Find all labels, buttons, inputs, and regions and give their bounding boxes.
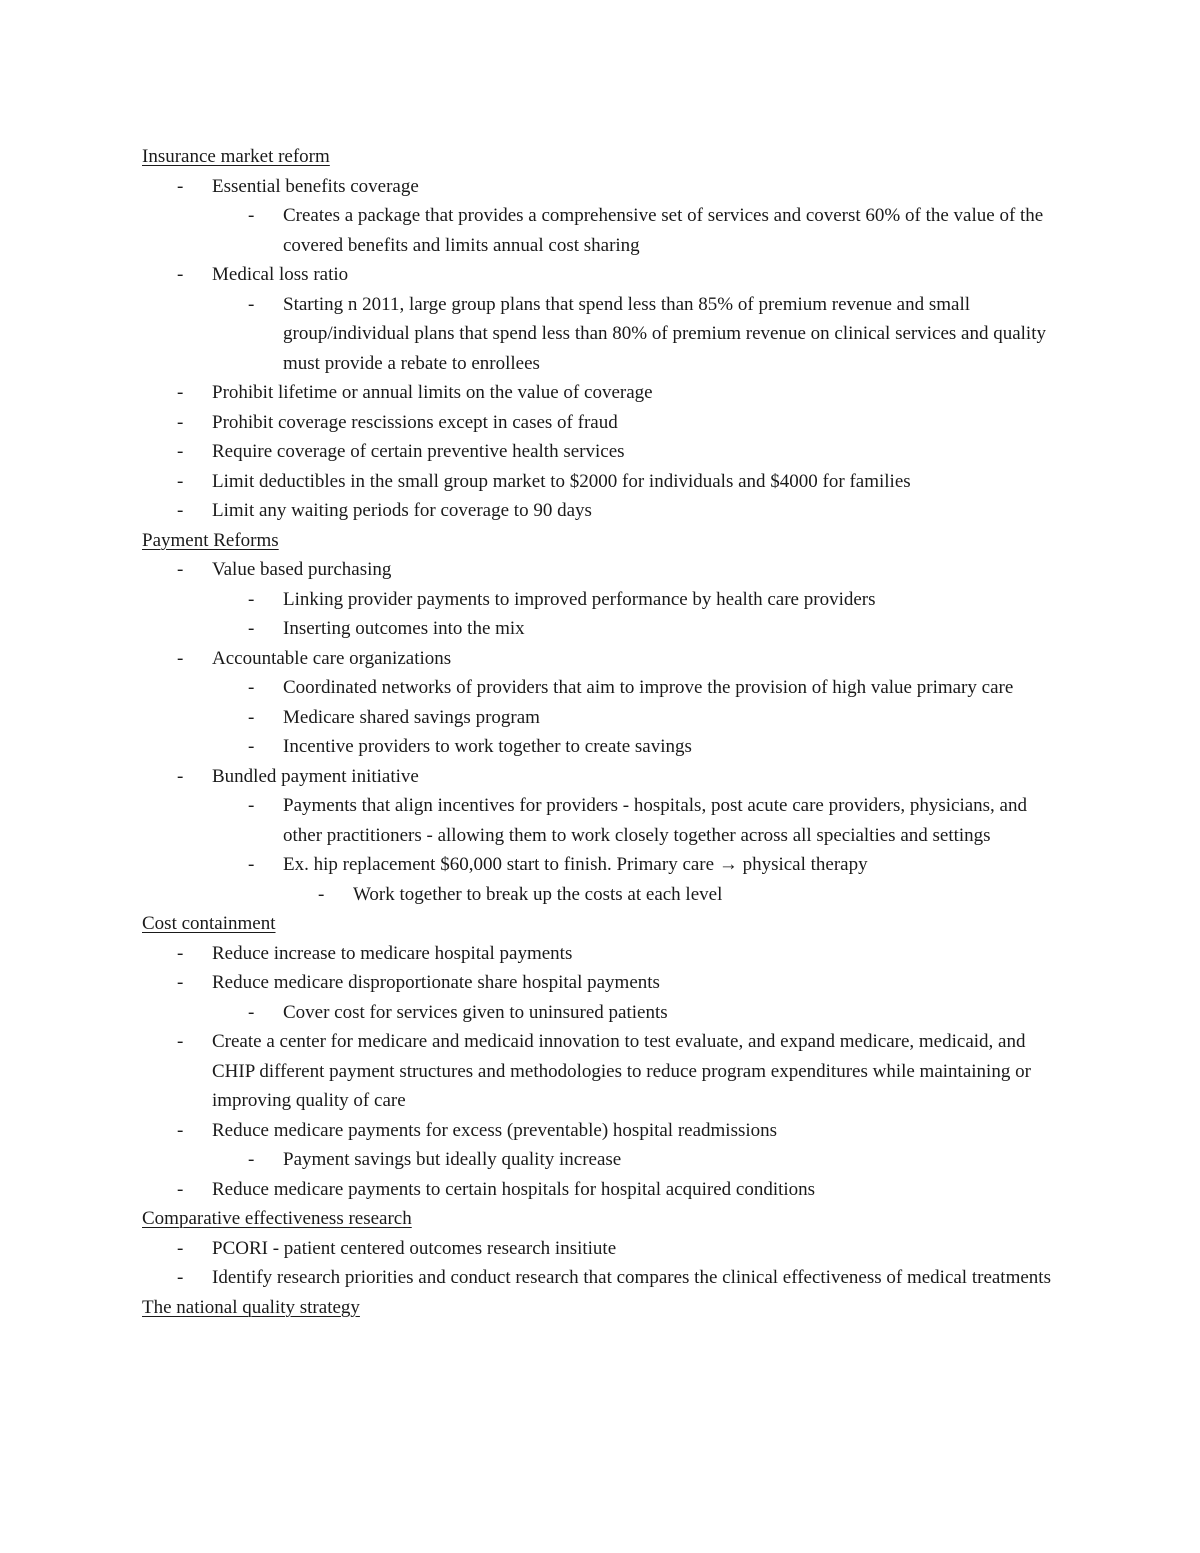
dash-bullet-icon: - (248, 854, 255, 875)
dash-bullet-icon: - (177, 175, 184, 197)
bullet-text: Linking provider payments to improved performance by health care providers (283, 588, 876, 610)
bullet-text: Reduce medicare payments to certain hospitals for hospital acquired conditions (212, 1178, 816, 1200)
dash-bullet-icon: - (248, 1001, 255, 1023)
section-heading: Payment Reforms (142, 529, 279, 551)
bullet-item (142, 1027, 1062, 1116)
bullet-text: Medical loss ratio (212, 264, 349, 285)
bullet-item (142, 703, 1063, 733)
bullet-item (142, 467, 1062, 497)
bullet-text: Reduce medicare payments for excess (preventable) hospital readmissions (212, 1119, 778, 1141)
dash-bullet-icon: - (177, 1031, 184, 1052)
bullet-text: Identify research priorities and conduct research that compares the clinical effectiveness of medical treatments (212, 1267, 1051, 1288)
dash-bullet-icon: - (177, 972, 184, 993)
section-heading: Cost containment (142, 913, 276, 934)
section-heading: The national quality strategy (142, 1296, 360, 1318)
bullet-item (142, 437, 1062, 467)
dash-bullet-icon: - (177, 264, 184, 285)
bullet-item (142, 201, 1063, 260)
bullet-text: Reduce medicare disproportionate share hospital payments (212, 972, 660, 993)
dash-bullet-icon: - (248, 205, 255, 226)
bullet-text: PCORI - patient centered outcomes research insitiute (212, 1237, 617, 1259)
bullet-item (142, 555, 1062, 585)
bullet-text: Inserting outcomes into the mix (283, 618, 525, 639)
dash-bullet-icon: - (177, 765, 184, 787)
section-heading: Comparative effectiveness research (142, 1208, 412, 1229)
bullet-item (142, 378, 1062, 408)
bullet-text: Accountable care organizations (212, 647, 452, 669)
bullet-text: Ex. hip replacement $60,000 start to finish. Primary care → physical therapy (283, 854, 868, 875)
bullet-text: Payment savings but ideally quality increase (283, 1149, 622, 1170)
bullet-item (142, 673, 1063, 703)
bullet-item (142, 732, 1063, 762)
bullet-text: Create a center for medicare and medicaid innovation to test evaluate, and expand medicare, medicaid, and CHIP different payment structures and methodologies to reduce program expenditures while maintaining or improving quality of care (212, 1031, 1031, 1111)
bullet-text: Limit deductibles in the small group market to $2000 for individuals and $4000 for families (212, 470, 911, 492)
bullet-text: Require coverage of certain preventive health services (212, 441, 625, 462)
bullet-item (142, 408, 1062, 438)
dash-bullet-icon: - (177, 470, 184, 492)
dash-bullet-icon: - (248, 618, 255, 639)
bullet-text: Bundled payment initiative (212, 765, 419, 787)
bullet-item (142, 998, 1063, 1028)
dash-bullet-icon: - (177, 559, 184, 580)
dash-bullet-icon: - (248, 588, 255, 610)
bullet-text: Creates a package that provides a comprehensive set of services and coverst 60% of the value of the covered benefits and limits annual cost sharing (283, 205, 1044, 256)
bullet-text: Medicare shared savings program (283, 706, 540, 728)
bullet-text: Coordinated networks of providers that aim to improve the provision of high value primary care (283, 677, 1014, 698)
bullet-item (142, 968, 1062, 998)
dash-bullet-icon: - (177, 411, 184, 433)
bullet-item (142, 496, 1062, 526)
bullet-text: Payments that align incentives for providers - hospitals, post acute care providers, physicians, and other practitioners - allowing them to work closely together across all specialties and settings (283, 795, 1027, 846)
dash-bullet-icon: - (248, 1149, 255, 1170)
bullet-item (142, 260, 1062, 290)
bullet-text: Reduce increase to medicare hospital payments (212, 942, 573, 964)
section-heading: Insurance market reform (142, 146, 330, 167)
bullet-item (142, 791, 1063, 850)
bullet-item (142, 1175, 1062, 1205)
bullet-text: Starting n 2011, large group plans that spend less than 85% of premium revenue and small group/individual plans that spend less than 80% of premium revenue on clinical services and quality must provide a rebate to enrollees (283, 293, 1046, 374)
bullet-text: Work together to break up the costs at each level (353, 883, 723, 905)
dash-bullet-icon: - (177, 942, 184, 964)
dash-bullet-icon: - (248, 293, 255, 315)
bullet-item (142, 614, 1063, 644)
dash-bullet-icon: - (318, 883, 325, 905)
bullet-item (142, 1263, 1062, 1293)
bullet-text: Value based purchasing (212, 559, 392, 580)
dash-bullet-icon: - (248, 736, 255, 757)
bullet-text: Prohibit coverage rescissions except in cases of fraud (212, 411, 618, 433)
bullet-item (142, 762, 1062, 792)
dash-bullet-icon: - (177, 441, 184, 462)
dash-bullet-icon: - (177, 382, 184, 403)
notes-content (142, 142, 1062, 1322)
bullet-item (142, 1145, 1063, 1175)
dash-bullet-icon: - (248, 677, 255, 698)
dash-bullet-icon: - (177, 1267, 184, 1288)
dash-bullet-icon: - (177, 1178, 184, 1200)
bullet-item (142, 880, 1053, 910)
dash-bullet-icon: - (177, 1237, 184, 1259)
bullet-text: Essential benefits coverage (212, 175, 419, 197)
bullet-item (142, 644, 1062, 674)
dash-bullet-icon: - (177, 1119, 184, 1141)
bullet-text: Cover cost for services given to uninsured patients (283, 1001, 668, 1023)
dash-bullet-icon: - (177, 500, 184, 521)
bullet-text: Prohibit lifetime or annual limits on the value of coverage (212, 382, 653, 403)
bullet-item (142, 850, 1063, 880)
bullet-item (142, 1234, 1062, 1264)
dash-bullet-icon: - (248, 706, 255, 728)
dash-bullet-icon: - (248, 795, 255, 816)
bullet-item (142, 172, 1062, 202)
bullet-item (142, 585, 1063, 615)
bullet-item (142, 1116, 1062, 1146)
bullet-text: Limit any waiting periods for coverage to 90 days (212, 500, 592, 521)
dash-bullet-icon: - (177, 647, 184, 669)
bullet-text: Incentive providers to work together to create savings (283, 736, 692, 757)
bullet-item (142, 290, 1063, 379)
bullet-item (142, 939, 1062, 969)
